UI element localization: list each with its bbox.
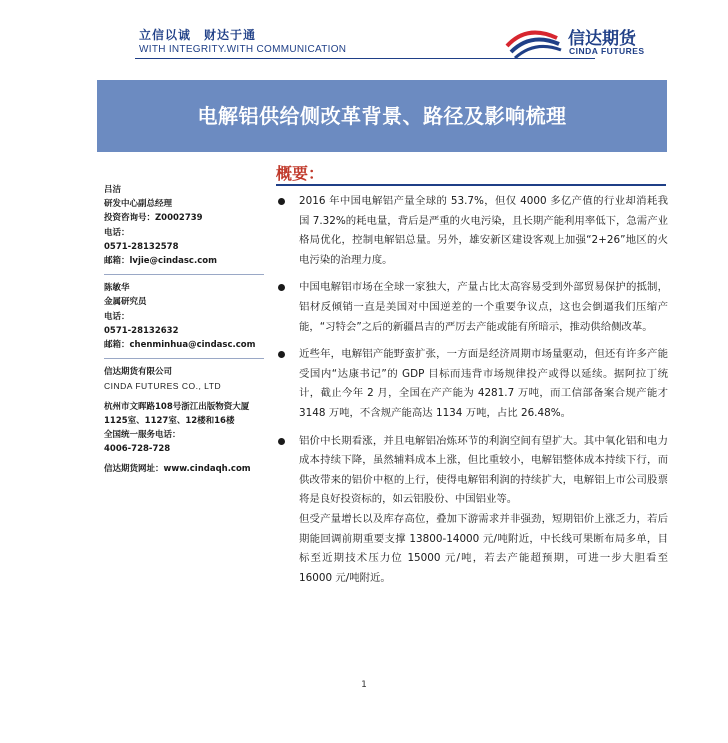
slogan-en: WITH INTEGRITY.WITH COMMUNICATION — [139, 44, 347, 55]
bullet-text: 铝价中长期看涨，并且电解铝冶炼环节的利润空间有望扩大。其中氧化铝和电力成本持续下降，虽然辅料成本上涨，但比重较小，电解铝整体成本持续下行，而供改带来的铝价中枢的上行，使得电解铝利润的持续扩大，电解铝上市公司股票将是良好投资标的，如云铝股份、中国铝业等。 — [299, 434, 668, 506]
bullet-text: 但受产量增长以及库存高位，叠加下游需求并非强劲，短期铝价上涨乏力，若后期能回调前期重要支撑 13800-14000 元/吨附近，中长线可果断布局多单，目标至近期技术压力位 15000 元/吨，若去产能超预期，可进一步大胆看至 16000 元/吨附近。 — [299, 512, 668, 584]
analyst-email[interactable]: 邮箱：chenminhua@cindasc.com — [104, 340, 256, 351]
bullet-item — [276, 432, 668, 589]
analyst-block-1 — [104, 183, 269, 268]
logo-en: CINDA FUTURES — [569, 46, 645, 56]
bullet-item — [276, 192, 668, 270]
page-number: 1 — [361, 680, 367, 690]
analyst-phone: 0571-28132632 — [104, 325, 179, 336]
bullet-icon — [278, 198, 285, 205]
company-website[interactable]: 信达期货网址：www.cindaqh.com — [104, 464, 251, 475]
analyst-block-2 — [104, 281, 269, 352]
company-block — [104, 365, 269, 476]
bullet-item — [276, 345, 668, 423]
sidebar-divider — [104, 274, 264, 275]
hotline: 4006-728-728 — [104, 444, 171, 455]
company-name-en: CINDA FUTURES CO., LTD — [104, 381, 222, 392]
analyst-phone-label: 电话： — [104, 311, 130, 322]
logo-cn: 信达期货 — [568, 29, 636, 49]
bullet-icon — [278, 351, 285, 358]
bullet-text: 近些年，电解铝产能野蛮扩张，一方面是经济周期市场量驱动，但还有许多产能受国内“达康书记”的 GDP 目标而违背市场规律投产或得以延续。据阿拉丁统计，截止今年 2 月，全国在产产能为 4281.7 万吨，而工信部备案合规产能才 3148 万吨，不含规产能高达 1134 万吨，占比 26.48%。 — [299, 348, 668, 419]
author-sidebar — [104, 183, 269, 483]
title-banner — [97, 80, 667, 152]
analyst-license: 投资咨询号：Z0002739 — [104, 213, 203, 224]
analyst-name: 陈敏华 — [104, 283, 130, 294]
analyst-phone: 0571-28132578 — [104, 241, 179, 252]
slogan-cn: 立信以诚 财达于通 — [139, 28, 257, 42]
bullet-text: 中国电解铝市场在全球一家独大，产量占比太高容易受到外部贸易保护的抵制，铝材反倾销一直是美国对中国逆差的一个重要争议点，这也会倒逼我们压缩产能，“习特会”之后的新疆昌吉的严厉去产能或能有所暗示，推动供给侧改革。 — [299, 281, 668, 333]
bullet-item — [276, 278, 668, 337]
analyst-phone-label: 电话： — [104, 227, 130, 238]
bullet-text: 2016 年中国电解铝产量全球的 53.7%，但仅 4000 多亿产值的行业却消耗我国 7.32%的耗电量，背后是严重的火电污染，且长期产能利用率低下，急需产业格局优化，控制电解铝总量。另外，雄安新区建设客观上加强“2+26”地区的火电污染的治理力度。 — [299, 195, 668, 266]
analyst-role: 金属研究员 — [104, 297, 147, 308]
analyst-name: 吕洁 — [104, 185, 122, 195]
bullet-icon — [278, 284, 285, 291]
summary-rule — [276, 184, 666, 186]
bullet-icon — [278, 438, 285, 445]
hotline-label: 全国统一服务电话： — [104, 430, 181, 441]
analyst-email[interactable]: 邮箱：lvjie@cindasc.com — [104, 256, 217, 267]
report-title: 电解铝供给侧改革背景、路径及影响梳理 — [197, 104, 567, 128]
company-address-1: 杭州市文晖路108号浙江出版物资大厦 — [104, 401, 250, 412]
company-name-cn: 信达期货有限公司 — [104, 367, 173, 378]
summary-bullets — [276, 192, 668, 596]
sidebar-divider — [104, 358, 264, 359]
company-address-2: 1125室、1127室、12楼和16楼 — [104, 415, 235, 426]
summary-heading: 概要： — [276, 164, 325, 183]
analyst-role: 研发中心副总经理 — [104, 199, 173, 210]
